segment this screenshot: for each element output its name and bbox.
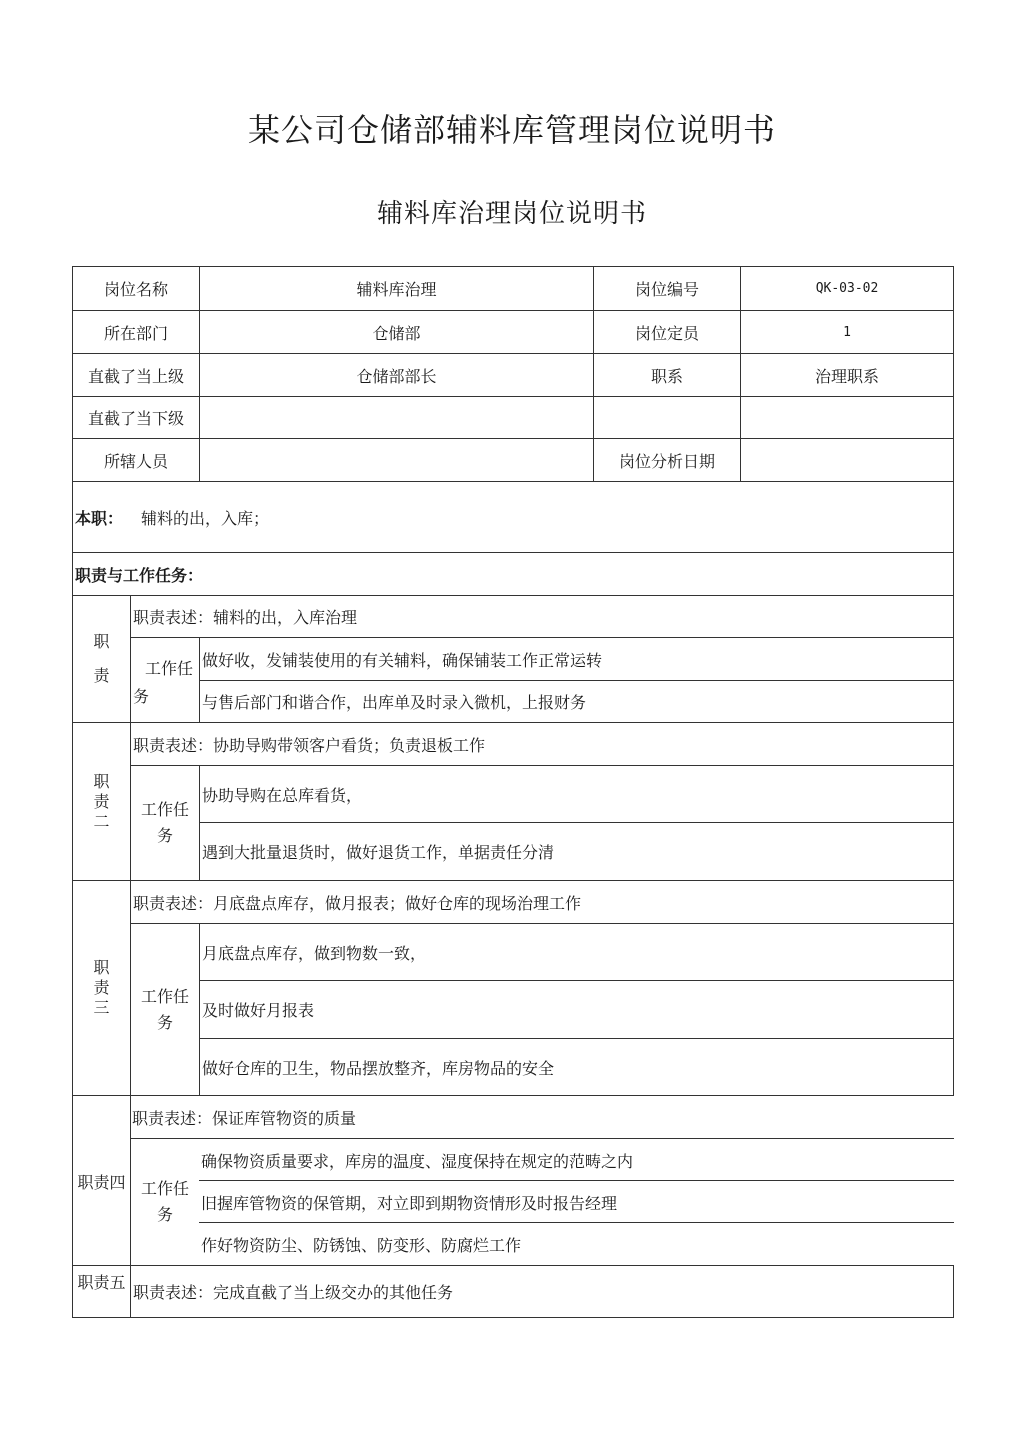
department-value: 仓储部: [199, 310, 594, 354]
superior-value: 仓储部部长: [199, 353, 594, 397]
duty-4-task-label-b: 务: [156, 1205, 173, 1224]
duty-summary-row: [72, 481, 954, 553]
duty-4-label: 职责四: [72, 1095, 131, 1266]
duty-1-label: [72, 595, 131, 723]
superior-label: 直截了当上级: [72, 353, 200, 397]
duty-4-task-2: 旧握库管物资的保管期，对立即到期物资情形及时报告经理: [201, 1193, 618, 1213]
duty-3-task-1: 月底盘点库存，做到物数一致，: [199, 923, 954, 981]
duty-3-label: [72, 880, 131, 1096]
duty-1-task-label-a: 工作任: [145, 659, 194, 678]
duty-1-label-bottom: 责: [93, 666, 110, 685]
position-name-label: 岗位名称: [72, 266, 200, 311]
duty-3-task-label-a: 工作任: [140, 986, 189, 1006]
position-name-value: 辅料库治理: [199, 266, 594, 311]
duty-2-task-label: [130, 765, 200, 881]
analysis-date-label: 岗位分析日期: [593, 438, 741, 482]
position-no-label: 岗位编号: [593, 266, 741, 311]
headcount-label: 岗位定员: [593, 310, 741, 354]
section-title: 职责与工作任务：: [72, 552, 954, 596]
duty-1-task-label-b: 务: [133, 687, 150, 706]
staff-label: 所辖人员: [72, 438, 200, 482]
subordinate-value: [199, 396, 594, 439]
duty-3-task-2: 及时做好月报表: [199, 980, 954, 1039]
duty-2-label-text: 职责二: [93, 771, 110, 831]
duty-2-task-label-b: 务: [156, 826, 173, 845]
duty-3-task-label: [130, 923, 200, 1096]
duty-summary-label: 本职：: [75, 508, 124, 528]
duty-2-statement: 职责表述：协助导购带领客户看货；负责退板工作: [130, 722, 954, 766]
duty-2-task-label-a: 工作任: [140, 800, 189, 819]
duty-5-statement: 职责表述：完成直截了当上级交办的其他任务: [130, 1265, 954, 1318]
duty-3-task-label-b: 务: [156, 1012, 173, 1032]
duty-4-task-label: [131, 1139, 199, 1265]
duty-4-task-3: 作好物资防尘、防锈蚀、防变形、防腐烂工作: [201, 1235, 522, 1255]
duty-4-task-label-a: 工作任: [140, 1179, 189, 1198]
duty-3-statement: 职责表述：月底盘点库存，做月报表；做好仓库的现场治理工作: [130, 880, 954, 924]
duty-1-statement: 职责表述：辅料的出，入库治理: [130, 595, 954, 638]
analysis-date-value: [740, 438, 954, 482]
subordinate-blank-cell-2: [740, 396, 954, 439]
duty-1-label-top: 职: [93, 632, 110, 651]
duty-4-task-1: 确保物资质量要求，库房的温度、湿度保持在规定的范畴之内: [201, 1151, 634, 1171]
duty-1-task-label: [130, 637, 200, 723]
duty-summary-text: 辅料的出，入库；: [141, 508, 270, 528]
duty-5-label: 职责五: [72, 1265, 131, 1318]
position-no-value: QK-03-02: [740, 266, 954, 311]
duty-3-label-text: 职责三: [93, 958, 110, 1017]
duty-1-task-1: 做好收，发铺装使用的有关辅料，确保铺装工作正常运转: [199, 637, 954, 681]
subordinate-label: 直截了当下级: [72, 396, 200, 439]
duty-1-task-2: 与售后部门和谐合作，出库单及时录入微机，上报财务: [199, 680, 954, 723]
staff-value: [199, 438, 594, 482]
duty-2-task-1: 协助导购在总库看货，: [199, 765, 954, 823]
job-family-label: 职系: [593, 353, 741, 397]
headcount-value: 1: [740, 310, 954, 354]
subordinate-blank-cell: [593, 396, 741, 439]
department-label: 所在部门: [72, 310, 200, 354]
job-family-value: 治理职系: [740, 353, 954, 397]
duty-2-task-2: 遇到大批量退货时，做好退货工作，单据责任分清: [199, 822, 954, 881]
document-subtitle: 辅料库治理岗位说明书: [376, 199, 647, 229]
duty-3-task-3: 做好仓库的卫生，物品摆放整齐，库房物品的安全: [199, 1038, 954, 1096]
document-title: 某公司仓储部辅料库管理岗位说明书: [247, 111, 776, 149]
duty-2-label: [72, 722, 131, 881]
duty-4-statement: 职责表述：保证库管物资的质量: [132, 1108, 357, 1128]
